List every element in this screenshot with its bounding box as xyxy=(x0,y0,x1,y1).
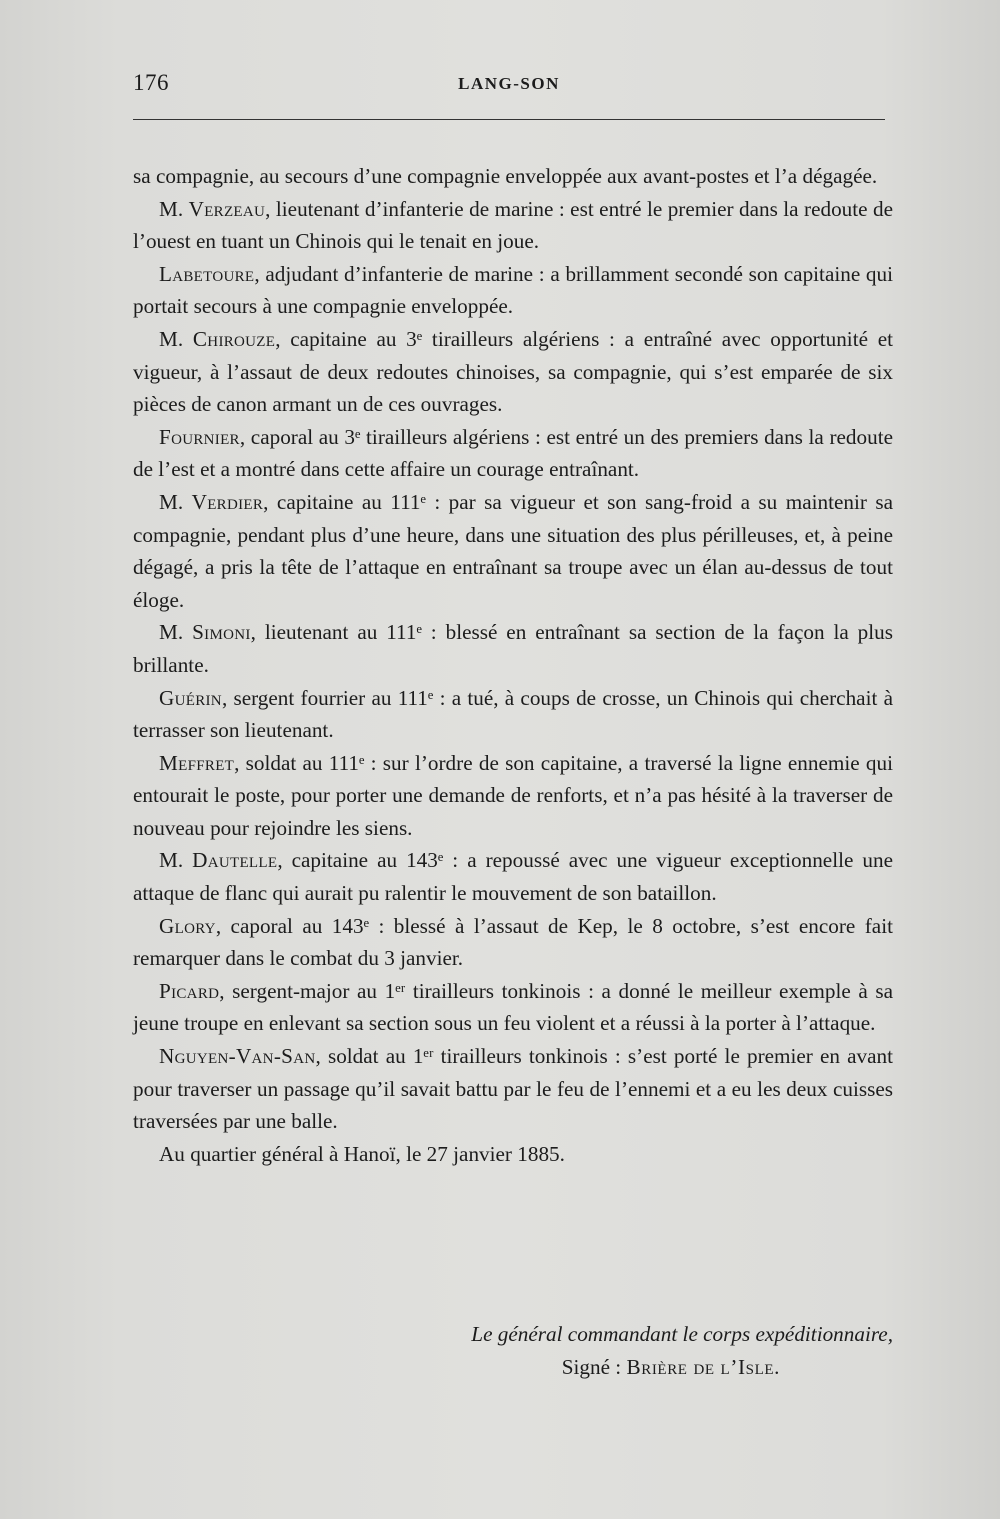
running-title: LANG-SON xyxy=(458,74,560,93)
citation-paragraph: Glory, caporal au 143ᵉ : blessé à l’assaut de Kep, le 8 octobre, s’est encore fait remarquer dans le combat du 3 janvier. xyxy=(133,913,893,971)
signed-line: Signé : Brière de l’Isle. xyxy=(561,1354,780,1379)
citation-paragraph: M. Verdier, capitaine au 111ᵉ : par sa vigueur et son sang-froid a su maintenir sa compagnie, pendant plus d’une heure, dans une situation des plus périlleuses, et, à peine dégagé, a pris la tête de l’attaque en entraînant sa troupe avec un élan au-dessus de tout éloge. xyxy=(133,489,894,612)
page-number: 176 xyxy=(133,70,169,95)
citation-paragraph: Labetoure, adjudant d’infanterie de marine : a brillamment secondé son capitaine qui portait secours à une compagnie enveloppée. xyxy=(133,261,893,319)
person-name: Fournier xyxy=(159,424,240,449)
citation-paragraph: M. Chirouze, capitaine au 3ᵉ tirailleurs algériens : a entraîné avec opportunité et vigueur, à l’assaut de deux redoutes chinoises, sa compagnie, qui s’est emparée de six pièces de canon armant un de ces ouvrages. xyxy=(133,326,894,417)
person-name: Simoni xyxy=(192,620,251,645)
citation-paragraph: M. Simoni, lieutenant au 111ᵉ : blessé en entraînant sa section de la façon la plus brillante. xyxy=(133,620,893,677)
citation-paragraph: Meffret, soldat au 111ᵉ : sur l’ordre de son capitaine, a traversé la ligne ennemie qui entourait le poste, pour porter une demande de renforts, et n’a pas hésité à la traverser de nouveau pour rejoindre les siens. xyxy=(133,750,893,840)
person-name: Nguyen-Van-San xyxy=(159,1044,316,1069)
person-name: Glory xyxy=(159,913,216,938)
citation-paragraph: M. Verzeau, lieutenant d’infanterie de marine : est entré le premier dans la redoute de l’ouest en tuant un Chinois qui le tenait en joue. xyxy=(133,196,894,254)
person-name: Dautelle xyxy=(192,848,278,873)
person-name: Guérin xyxy=(159,685,222,710)
person-name: Labetoure xyxy=(159,261,255,286)
running-head xyxy=(133,70,885,104)
dateline: Au quartier général à Hanoï, le 27 janvier 1885. xyxy=(159,1141,565,1166)
person-name: Chirouze xyxy=(192,326,276,351)
paragraph: sa compagnie, au secours d’une compagnie enveloppée aux avant-postes et l’a dégagée. xyxy=(133,164,878,188)
header-rule xyxy=(133,119,885,120)
person-name: Picard xyxy=(159,978,220,1003)
citation-paragraph: M. Dautelle, capitaine au 143ᵉ : a repoussé avec une vigueur exceptionnelle une attaque de flanc qui aurait pu ralentir le mouvement de son bataillon. xyxy=(133,848,893,906)
citation-paragraph: Fournier, caporal au 3ᵉ tirailleurs algériens : est entré un des premiers dans la redoute de l’est et a montré dans cette affaire un courage entraînant. xyxy=(133,424,893,482)
signatory-title: Le général commandant le corps expéditionnaire, xyxy=(471,1322,893,1346)
body-text xyxy=(133,160,893,1170)
citation-paragraph: Picard, sergent-major au 1ᵉʳ tirailleurs tonkinois : a donné le meilleur exemple à sa jeune troupe en enlevant sa section sous un feu violent et a réussi à la porter à l’attaque. xyxy=(133,978,893,1036)
signature-block xyxy=(133,1318,893,1383)
citation-paragraph: Guérin, sergent fourrier au 111ᵉ : a tué, à coups de crosse, un Chinois qui cherchait à terrasser son lieutenant. xyxy=(133,685,893,743)
person-name: Meffret xyxy=(159,750,235,775)
person-name: Verdier xyxy=(191,489,264,514)
signatory-name: Brière de l’Isle. xyxy=(626,1354,780,1379)
citation-paragraph: Nguyen-Van-San, soldat au 1ᵉʳ tirailleurs tonkinois : s’est porté le premier en avant pour traverser un passage qu’il savait battu par le feu de l’ennemi et a eu les deux cuisses traversées par une balle. xyxy=(133,1044,893,1134)
person-name: Verzeau xyxy=(188,196,266,221)
